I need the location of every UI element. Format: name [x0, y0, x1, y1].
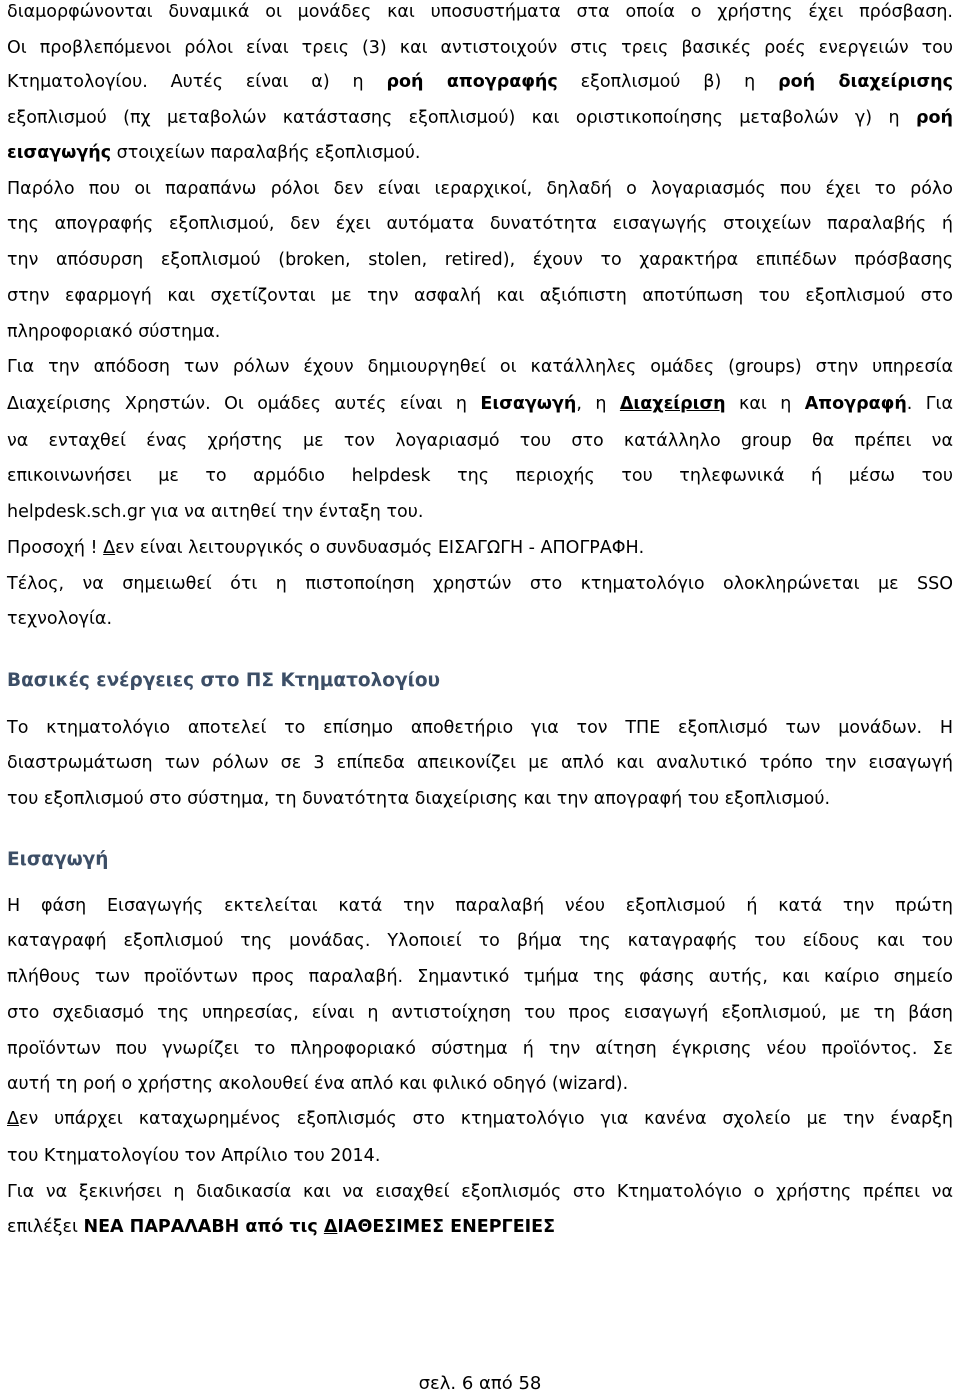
text: στοιχείων παραλαβής εξοπλισμού. [111, 143, 421, 163]
p6-line-3: του εξοπλισμού στο σύστημα, τη δυνατότητα διαχείρισης και την απογραφή του εξοπλισμού. [7, 789, 831, 809]
text: και η [725, 394, 805, 414]
page-number: σελ. 6 από 58 [418, 1373, 542, 1394]
p7-line-1: Η φάση Εισαγωγής εκτελείται κατά την παραλαβή νέου εξοπλισμού ή κατά την πρώτη [7, 896, 953, 916]
p1-line-1: διαμορφώνονται δυναμικά οι μονάδες και υποσυστήματα στα οποία ο χρήστης έχει πρόσβαση. [7, 2, 953, 22]
p1-line-3 [7, 70, 953, 94]
p2-line-4: στην εφαρμογή και σχετίζονται με την ασφαλή και αξιόπιστη αποτύπωση του εξοπλισμού στο [7, 286, 953, 306]
p7-line-6: αυτή τη ροή ο χρήστης ακολουθεί ένα απλό και φιλικό οδηγό (wizard). [7, 1074, 629, 1094]
p9-line-2 [7, 1215, 953, 1239]
p6-line-1: Το κτηματολόγιο αποτελεί το επίσημο αποθετήριο για τον ΤΠΕ εξοπλισμό των μονάδων. Η [7, 718, 953, 738]
bold-text: ροή απογραφής [386, 72, 558, 92]
bold-text: ΙΑΘΕΣΙΜΕΣ ΕΝΕΡΓΕΙΕΣ [337, 1217, 556, 1237]
p8-line-1 [7, 1107, 953, 1131]
text: Κτηματολογίου. Αυτές είναι α) η [7, 72, 387, 92]
p1-line-5 [7, 141, 953, 165]
underlined-letter: Δ [7, 1109, 19, 1129]
text: , η [576, 394, 620, 414]
text: εν υπάρχει καταχωρημένος εξοπλισμός στο κτηματολόγιο για κανένα σχολείο με την έναρξη [18, 1109, 953, 1129]
bold-text: Απογραφή [804, 394, 907, 414]
p9-line-1: Για να ξεκινήσει η διαδικασία και να εισαχθεί εξοπλισμός στο Κτηματολόγιο ο χρήστης πρέπει να [7, 1182, 953, 1202]
p3-line-3: να ενταχθεί ένας χρήστης με τον λογαριασμό του στο κατάλληλο group θα πρέπει να [7, 431, 953, 451]
text: Προσοχή ! [7, 538, 104, 558]
underlined-letter: Δ [103, 538, 116, 558]
p2-line-3: την απόσυρση εξοπλισμού (broken, stolen, retired), έχουν το χαρακτήρα επιπέδων πρόσβασης [7, 250, 953, 270]
p7-line-5: προϊόντων που γνωρίζει το πληροφοριακό σύστημα ή την αίτηση έγκρισης νέου προϊόντος. Σε [7, 1039, 953, 1059]
p7-line-2: καταγραφή εξοπλισμού της μονάδας. Υλοποιεί το βήμα της καταγραφής του είδους και του [7, 931, 953, 951]
bold-text: ροή [915, 108, 953, 128]
text: εξοπλισμού β) η [557, 72, 779, 92]
p5-line-2: τεχνολογία. [7, 609, 113, 629]
section-heading-import: Εισαγωγή [7, 849, 109, 870]
section-heading-basic-actions: Βασικές ενέργειες στο ΠΣ Κτηματολογίου [7, 670, 441, 691]
p5-line-1: Τέλος, να σημειωθεί ότι η πιστοποίηση χρηστών στο κτηματολόγιο ολοκληρώνεται με SSO [7, 574, 953, 594]
text: . Για [906, 394, 953, 414]
p3-line-2 [7, 392, 953, 416]
p1-line-4 [7, 106, 953, 130]
p2-line-5: πληροφοριακό σύστημα. [7, 322, 221, 342]
p8-line-2: του Κτηματολογίου τον Απρίλιο του 2014. [7, 1146, 381, 1166]
text: εξοπλισμού (πχ μεταβολών κατάστασης εξοπλισμού) και οριστικοποίησης μεταβολών γ) η [7, 108, 916, 128]
p2-line-1: Παρόλο που οι παραπάνω ρόλοι δεν είναι ιεραρχικοί, δηλαδή ο λογαριασμός που έχει το ρόλο [7, 179, 953, 199]
p7-line-4: στο σχεδιασμό της υπηρεσίας, είναι η αντιστοίχηση του προς εισαγωγή εξοπλισμού, με τη βάση [7, 1003, 953, 1023]
text: επιλέξει [7, 1217, 84, 1237]
text: Διαχείρισης Χρηστών. Οι ομάδες αυτές είναι η [7, 394, 481, 414]
bold-text: ΝΕΑ ΠΑΡΑΛΑΒΗ από τις [83, 1217, 324, 1237]
p3-line-1: Για την απόδοση των ρόλων έχουν δημιουργηθεί οι κατάλληλες ομάδες (groups) στην υπηρεσία [7, 357, 953, 377]
p3-line-5: helpdesk.sch.gr για να αιτηθεί την ένταξη του. [7, 502, 424, 522]
p3-line-4: επικοινωνήσει με το αρμόδιο helpdesk της περιοχής του τηλεφωνικά ή μέσω του [7, 466, 953, 486]
p7-line-3: πλήθους των προϊόντων προς παραλαβή. Σημαντικό τμήμα της φάσης αυτής, και καίριο σημείο [7, 967, 953, 987]
bold-text: Εισαγωγή [480, 394, 577, 414]
p4-warning [7, 536, 953, 560]
underlined-letter: Δ [323, 1217, 338, 1237]
p1-line-2: Οι προβλεπόμενοι ρόλοι είναι τρεις (3) και αντιστοιχούν στις τρεις βασικές ροές ενεργειών του [7, 38, 953, 58]
p6-line-2: διαστρωμάτωση των ρόλων σε 3 επίπεδα απεικονίζει με απλό και αναλυτικό τρόπο την εισαγωγή [7, 753, 953, 773]
bold-text: εισαγωγής [7, 143, 112, 163]
bold-text: Διαχείριση [619, 394, 726, 414]
bold-text: ροή διαχείρισης [778, 72, 954, 92]
text: εν είναι λειτουργικός ο συνδυασμός ΕΙΣΑΓΩΓΗ - ΑΠΟΓΡΑΦΗ. [115, 538, 645, 558]
p2-line-2: της απογραφής εξοπλισμού, δεν έχει αυτόματα δυνατότητα εισαγωγής στοιχείων παραλαβής ή [7, 214, 953, 234]
